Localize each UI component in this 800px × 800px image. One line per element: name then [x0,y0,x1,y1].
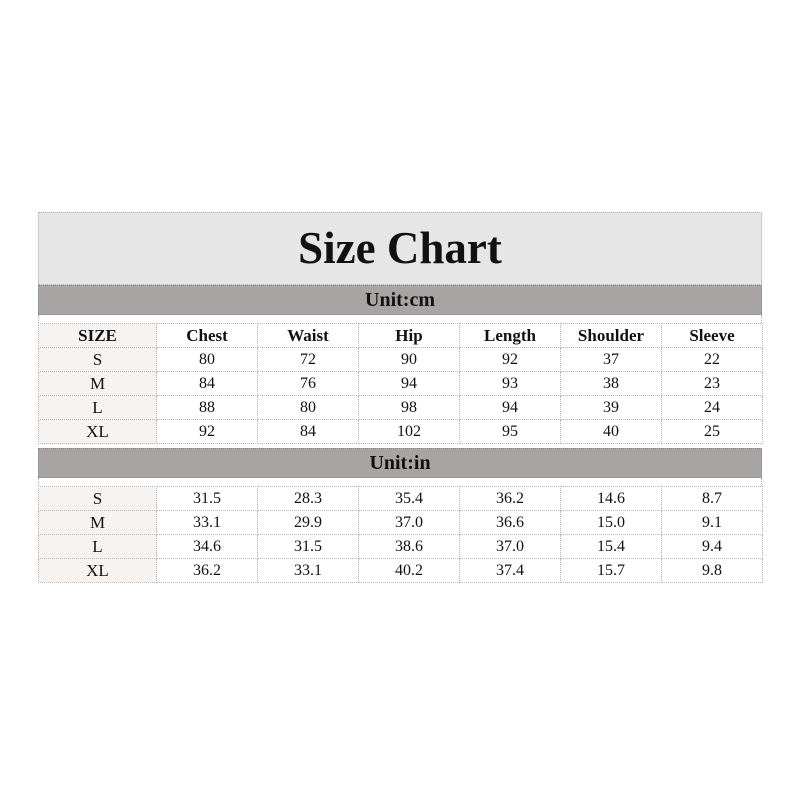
table-row [39,372,763,396]
header-length: Length [460,324,561,348]
table-row [39,396,763,420]
sleeve-cell: 22 [662,348,763,372]
waist-cell: 29.9 [258,511,359,535]
shoulder-cell: 15.4 [561,535,662,559]
shoulder-cell: 38 [561,372,662,396]
size-chart [38,212,762,588]
table-row [39,420,763,444]
chest-cell: 33.1 [157,511,258,535]
title-bar [38,212,762,285]
size-cell: XL [39,559,157,583]
size-cell: M [39,511,157,535]
section-spacer-in [38,478,762,486]
chest-cell: 34.6 [157,535,258,559]
header-waist: Waist [258,324,359,348]
hip-cell: 90 [359,348,460,372]
size-cell: S [39,348,157,372]
header-hip: Hip [359,324,460,348]
sleeve-cell: 9.1 [662,511,763,535]
chart-title: Size Chart [298,223,502,273]
in-size-table [38,486,763,583]
sleeve-cell: 9.4 [662,535,763,559]
shoulder-cell: 39 [561,396,662,420]
size-cell: L [39,535,157,559]
length-cell: 93 [460,372,561,396]
table-row [39,535,763,559]
size-cell: S [39,487,157,511]
sleeve-cell: 8.7 [662,487,763,511]
unit-in-label: Unit:in [369,451,431,474]
shoulder-cell: 14.6 [561,487,662,511]
length-cell: 92 [460,348,561,372]
header-chest: Chest [157,324,258,348]
table-row [39,487,763,511]
sleeve-cell: 24 [662,396,763,420]
hip-cell: 102 [359,420,460,444]
chest-cell: 80 [157,348,258,372]
cm-size-table [38,323,763,444]
sleeve-cell: 25 [662,420,763,444]
table-row [39,559,763,583]
waist-cell: 28.3 [258,487,359,511]
hip-cell: 37.0 [359,511,460,535]
hip-cell: 35.4 [359,487,460,511]
length-cell: 37.0 [460,535,561,559]
sleeve-cell: 23 [662,372,763,396]
waist-cell: 80 [258,396,359,420]
chest-cell: 31.5 [157,487,258,511]
shoulder-cell: 15.7 [561,559,662,583]
shoulder-cell: 15.0 [561,511,662,535]
table-header-row [39,324,763,348]
shoulder-cell: 40 [561,420,662,444]
sleeve-cell: 9.8 [662,559,763,583]
chest-cell: 92 [157,420,258,444]
length-cell: 36.2 [460,487,561,511]
table-row [39,511,763,535]
length-cell: 95 [460,420,561,444]
chest-cell: 84 [157,372,258,396]
waist-cell: 33.1 [258,559,359,583]
header-sleeve: Sleeve [662,324,763,348]
shoulder-cell: 37 [561,348,662,372]
hip-cell: 40.2 [359,559,460,583]
size-cell: XL [39,420,157,444]
unit-cm-bar [38,285,762,315]
waist-cell: 31.5 [258,535,359,559]
size-cell: M [39,372,157,396]
unit-in-bar [38,448,762,478]
unit-cm-label: Unit:cm [365,288,435,311]
header-size: SIZE [39,324,157,348]
waist-cell: 84 [258,420,359,444]
size-cell: L [39,396,157,420]
hip-cell: 38.6 [359,535,460,559]
length-cell: 37.4 [460,559,561,583]
table-row [39,348,763,372]
hip-cell: 94 [359,372,460,396]
waist-cell: 76 [258,372,359,396]
hip-cell: 98 [359,396,460,420]
header-shoulder: Shoulder [561,324,662,348]
length-cell: 94 [460,396,561,420]
section-spacer-cm [38,315,762,323]
chest-cell: 88 [157,396,258,420]
waist-cell: 72 [258,348,359,372]
chest-cell: 36.2 [157,559,258,583]
length-cell: 36.6 [460,511,561,535]
